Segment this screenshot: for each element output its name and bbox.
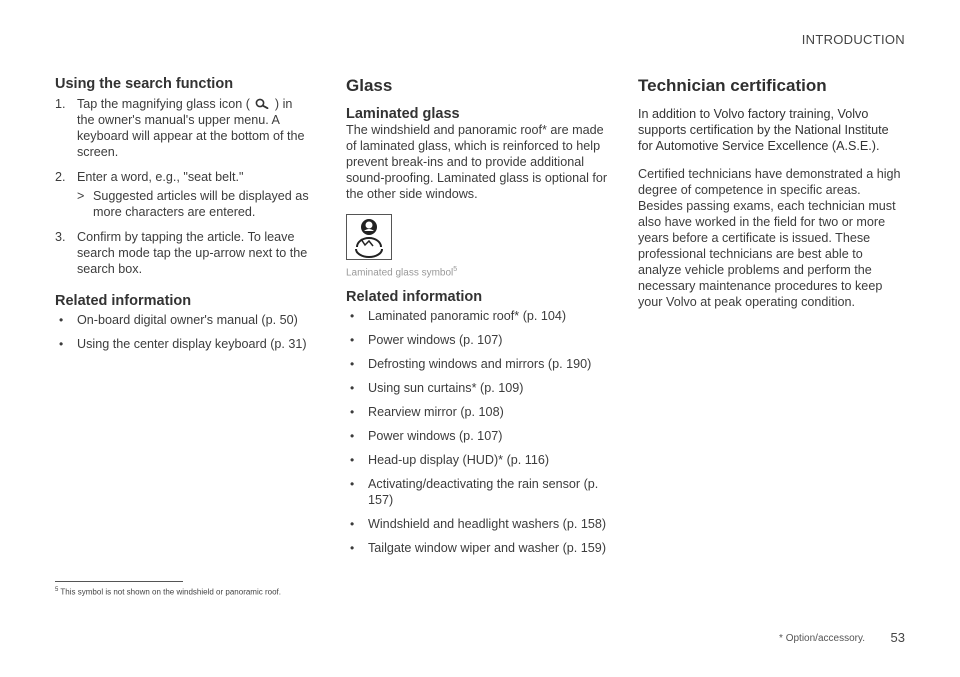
step-number: 3. [55, 230, 66, 244]
related-info-title: Related information [346, 289, 483, 306]
related-info-title: Related information [55, 293, 192, 309]
laminated-glass-body: The windshield and panoramic roof* are made of laminated glass, which is reinforced to help prevent break-ins and to provide additional sound-proofing. Laminated glass is optional for the other side windows. [346, 123, 608, 201]
related-link[interactable]: • Using sun curtains* (p. 109) [350, 381, 524, 396]
related-link[interactable]: • Activating/deactivating the rain sensor (p. 157) [350, 477, 599, 508]
step-text-post: ) in the owner's manual's upper menu. A keyboard will appear at the bottom of the screen. [77, 97, 305, 159]
step-result [77, 188, 310, 220]
column-glass [346, 76, 608, 564]
step-text: Confirm by tapping the article. To leave search mode tap the up-arrow next to the search box. [77, 230, 308, 276]
result-marker: > [77, 189, 85, 203]
bullet-icon: • [350, 309, 355, 324]
result-text: Suggested articles will be displayed as more characters are entered. [93, 189, 309, 219]
bullet-icon: • [350, 357, 355, 372]
bullet-icon: • [350, 541, 355, 556]
footnote-divider [55, 581, 183, 582]
footnote [55, 587, 281, 597]
symbol-caption: Laminated glass symbol$^5$ [346, 266, 458, 279]
technician-intro: In addition to Volvo factory training, Volvo supports certification by the National Institute for Automotive Service Excellence (A.S.E.). [638, 107, 889, 153]
bullet-icon: • [350, 405, 355, 420]
bullet-icon: • [350, 517, 355, 532]
bullet-icon: • [59, 337, 64, 351]
related-link[interactable]: • Laminated panoramic roof* (p. 104) [350, 309, 567, 324]
related-info-list [55, 312, 310, 352]
bullet-icon: • [59, 313, 64, 327]
bullet-icon: • [350, 429, 355, 444]
related-info-list [346, 308, 608, 556]
section-header: INTRODUCTION [801, 32, 905, 47]
bullet-icon: • [350, 453, 355, 468]
page-number: 53 [890, 630, 905, 645]
step-item [55, 229, 310, 277]
step-text-pre: Tap the magnifying glass icon ( [77, 97, 250, 111]
footnote-ref: 5 [453, 266, 458, 273]
related-link[interactable]: • Head-up display (HUD)* (p. 116) [350, 453, 550, 468]
subsection-title-laminated: Laminated glass [346, 106, 460, 122]
bullet-icon: • [350, 477, 355, 492]
column-technician-certification [638, 76, 906, 310]
related-link[interactable]: • Using the center display keyboard (p. 31) [59, 337, 307, 351]
search-steps-list [55, 96, 310, 277]
step-item [55, 169, 310, 220]
related-link[interactable]: • On-board digital owner's manual (p. 50) [59, 313, 298, 327]
related-link[interactable]: • Windshield and headlight washers (p. 158) [350, 517, 607, 532]
section-title-search: Using the search function [55, 76, 234, 92]
technician-body: Certified technicians have demonstrated a high degree of competence in specific areas. Besides passing exams, each technician must also have worked in the field for two or more years before a certificate is issued. These professional technicians are best able to analyze vehicle problems and perform the necessary maintenance procedures to keep your Volvo at peak operating condition. [638, 167, 901, 309]
step-text: Enter a word, e.g., "seat belt." [77, 170, 244, 184]
bullet-icon: • [350, 381, 355, 396]
step-number: 2. [55, 170, 66, 184]
step-number: 1. [55, 97, 66, 111]
step-item [55, 96, 310, 160]
section-title-glass: Glass [346, 76, 393, 95]
bullet-icon: • [350, 333, 355, 348]
related-link[interactable]: • Power windows (p. 107) [350, 429, 503, 444]
related-link[interactable]: • Power windows (p. 107) [350, 333, 503, 348]
laminated-glass-symbol-icon [346, 214, 392, 260]
related-link[interactable]: • Tailgate window wiper and washer (p. 159) [350, 541, 607, 556]
section-title-technician: Technician certification [638, 76, 827, 95]
magnifying-glass-icon [255, 97, 269, 108]
column-search-function [55, 76, 310, 360]
option-accessory-note: * Option/accessory. [779, 633, 865, 644]
footnote-text: This symbol is not shown on the windshield or panoramic roof. [60, 587, 281, 597]
related-link[interactable]: • Defrosting windows and mirrors (p. 190) [350, 357, 592, 372]
related-link[interactable]: • Rearview mirror (p. 108) [350, 405, 504, 420]
footnote-number: 5 [55, 587, 59, 593]
